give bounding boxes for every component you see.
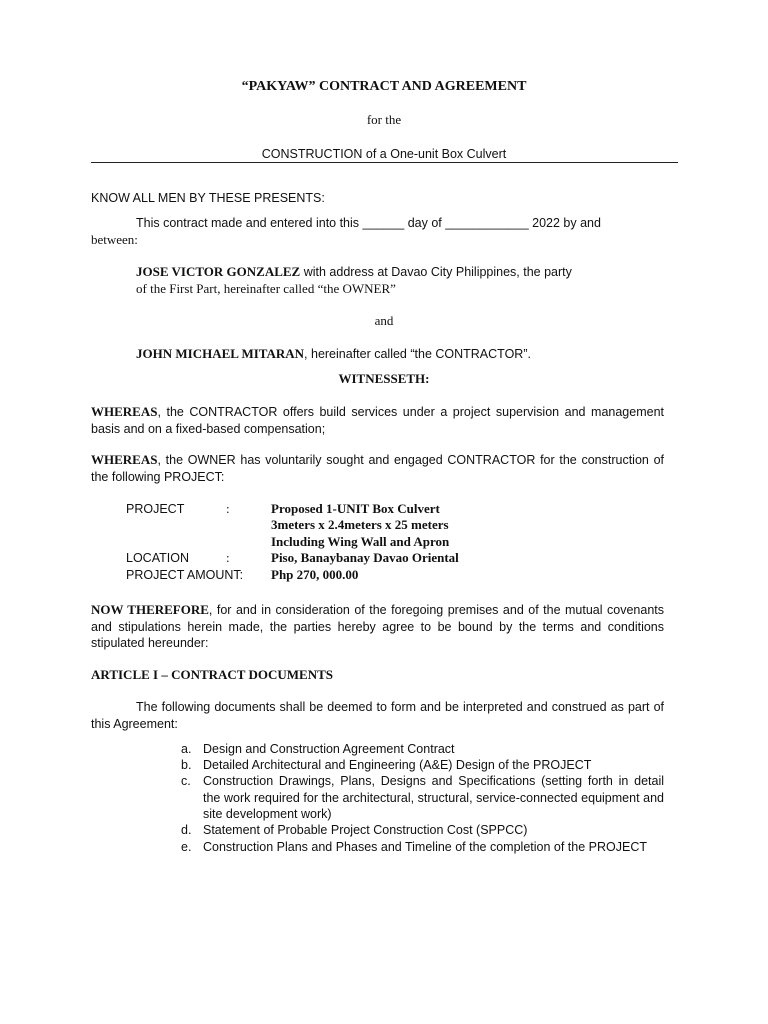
whereas-text: , the CONTRACTOR offers build services under a project supervision and management basis and on a fixed-based compensation; [91, 405, 664, 436]
list-item-letter: c. [181, 774, 191, 788]
list-item-letter: e. [181, 840, 192, 854]
project-value-line-3: Including Wing Wall and Apron [271, 534, 450, 549]
and-text: and [374, 313, 394, 328]
now-therefore-text: , for and in consideration of the foregoing premises and of the mutual covenants and stipulations herein made, the parties hereby agree to be bound by the terms and conditions stipulated hereunder: [91, 603, 665, 650]
amount-value: Php 270, 000.00 [271, 567, 359, 582]
article-1-heading: ARTICLE I – CONTRACT DOCUMENTS [91, 667, 334, 682]
know-all-men-text: KNOW ALL MEN BY THESE PRESENTS: [91, 191, 325, 205]
location-colon: : [226, 550, 230, 565]
contractor-name: JOHN MICHAEL MITARAN [136, 346, 305, 361]
whereas-keyword: WHEREAS [91, 452, 158, 467]
list-item-text: Detailed Architectural and Engineering (A&E) Design of the PROJECT [203, 758, 592, 772]
now-therefore-clause [91, 602, 664, 652]
contract-date-text: This contract made and entered into this ______ day of ____________ 2022 by and [136, 216, 601, 230]
whereas-keyword: WHEREAS [91, 404, 158, 419]
owner-line-1 [136, 264, 572, 281]
project-colon: : [226, 501, 230, 516]
whereas-clause-1 [91, 404, 664, 437]
location-value: Piso, Banaybanay Davao Oriental [271, 550, 459, 565]
owner-line-2: of the First Part, hereinafter called “the OWNER” [136, 281, 396, 296]
now-therefore-keyword: NOW THEREFORE [91, 602, 209, 617]
list-item-letter: b. [181, 758, 192, 772]
for-the-text: for the [366, 112, 402, 127]
project-name-heading: CONSTRUCTION of a One-unit Box Culvert [261, 147, 507, 161]
project-label: PROJECT [126, 502, 185, 516]
list-item-text: Design and Construction Agreement Contract [203, 742, 455, 756]
document-title: “PAKYAW” CONTRACT AND AGREEMENT [241, 79, 527, 94]
contract-date-line [136, 215, 601, 232]
list-item-text: Construction Plans and Phases and Timeline of the completion of the PROJECT [203, 840, 647, 854]
whereas-clause-2 [91, 452, 664, 485]
contract-between-text: between: [91, 232, 138, 247]
contractor-line [136, 346, 531, 363]
project-value-line-2: 3meters x 2.4meters x 25 meters [271, 517, 449, 532]
contractor-called: , hereinafter called “the CONTRACTOR”. [304, 347, 531, 361]
owner-address: with address at Davao City Philippines, the party [300, 265, 572, 279]
witnesseth-heading: WITNESSETH: [338, 371, 430, 386]
header-divider [91, 162, 678, 163]
location-label: LOCATION [126, 551, 189, 565]
amount-label: PROJECT AMOUNT: [126, 568, 244, 582]
list-item-text: Construction Drawings, Plans, Designs and Specifications (setting forth in detail the work required for the architectural, structural, service-connected equipment and site development work) [203, 774, 664, 821]
article-1-intro: The following documents shall be deemed to form and be interpreted and construed as part of this Agreement: [91, 700, 664, 731]
list-item-letter: d. [181, 823, 192, 837]
list-item-letter: a. [181, 742, 192, 756]
owner-name: JOSE VICTOR GONZALEZ [136, 264, 301, 279]
list-item-text: Statement of Probable Project Construction Cost (SPPCC) [203, 823, 528, 837]
whereas-text: , the OWNER has voluntarily sought and engaged CONTRACTOR for the construction of the following PROJECT: [91, 453, 664, 484]
project-value-line-1: Proposed 1-UNIT Box Culvert [271, 501, 440, 516]
